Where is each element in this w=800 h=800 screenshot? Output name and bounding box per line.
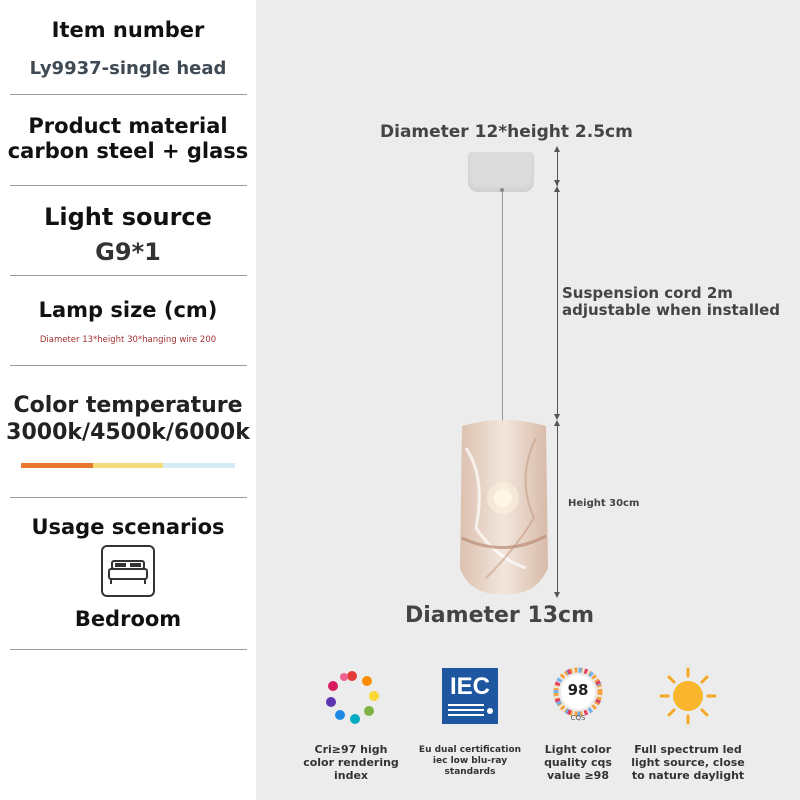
iec-logo-icon: IEC (442, 668, 498, 724)
cord-dimension-line (557, 190, 558, 418)
height-dimension-line (557, 424, 558, 594)
item-number-value: Ly9937-single head (29, 58, 227, 79)
divider (10, 497, 247, 498)
cool-color-bar (163, 463, 235, 468)
divider (10, 185, 247, 186)
item-number-title: Item number (51, 18, 205, 42)
color-temp-value: 3000k/4500k/6000k (6, 420, 250, 445)
cri-caption: Cri≥97 high color rendering index (303, 743, 399, 782)
lamp-size-title: Lamp size (cm) (38, 298, 218, 322)
warm-color-bar (21, 463, 93, 468)
neutral-color-bar (93, 463, 163, 468)
glass-shade (456, 418, 552, 596)
canopy (468, 152, 534, 192)
height-label: Height 30cm (568, 498, 640, 509)
canopy-size-label: Diameter 12*height 2.5cm (380, 122, 633, 142)
cord-label-line2: adjustable when installed (562, 301, 781, 319)
material-title: Product material (28, 114, 228, 138)
sun-icon (658, 666, 718, 726)
usage-title: Usage scenarios (31, 515, 225, 539)
cord-label-line1: Suspension cord 2m (562, 284, 733, 302)
divider (10, 649, 247, 650)
arrow-up-icon (554, 146, 560, 152)
product-diagram (256, 0, 800, 800)
light-source-value: G9*1 (95, 238, 161, 266)
usage-value: Bedroom (74, 607, 182, 631)
color-temp-title: Color temperature (13, 393, 243, 418)
arrow-up-icon (554, 186, 560, 192)
arrow-up-icon (554, 420, 560, 426)
cqs-98-icon: 98 CQS (552, 666, 604, 726)
iec-caption: Eu dual certification iec low blu-ray standards (418, 745, 522, 777)
color-wheel-icon (322, 668, 382, 728)
divider (10, 275, 247, 276)
divider (10, 365, 247, 366)
full-spectrum-caption: Full spectrum led light source, close to nature daylight (631, 743, 745, 782)
arrow-down-icon (554, 592, 560, 598)
cqs-caption: Light color quality cqs value ≥98 (544, 743, 612, 782)
divider (10, 94, 247, 95)
light-source-title: Light source (44, 203, 212, 231)
diameter-label: Diameter 13cm (405, 603, 595, 628)
spec-panel (0, 0, 256, 800)
bed-icon (101, 545, 155, 597)
suspension-cord (502, 192, 503, 426)
lamp-size-value: Diameter 13*height 30*hanging wire 200 (39, 335, 217, 345)
material-value: carbon steel + glass (7, 139, 249, 163)
